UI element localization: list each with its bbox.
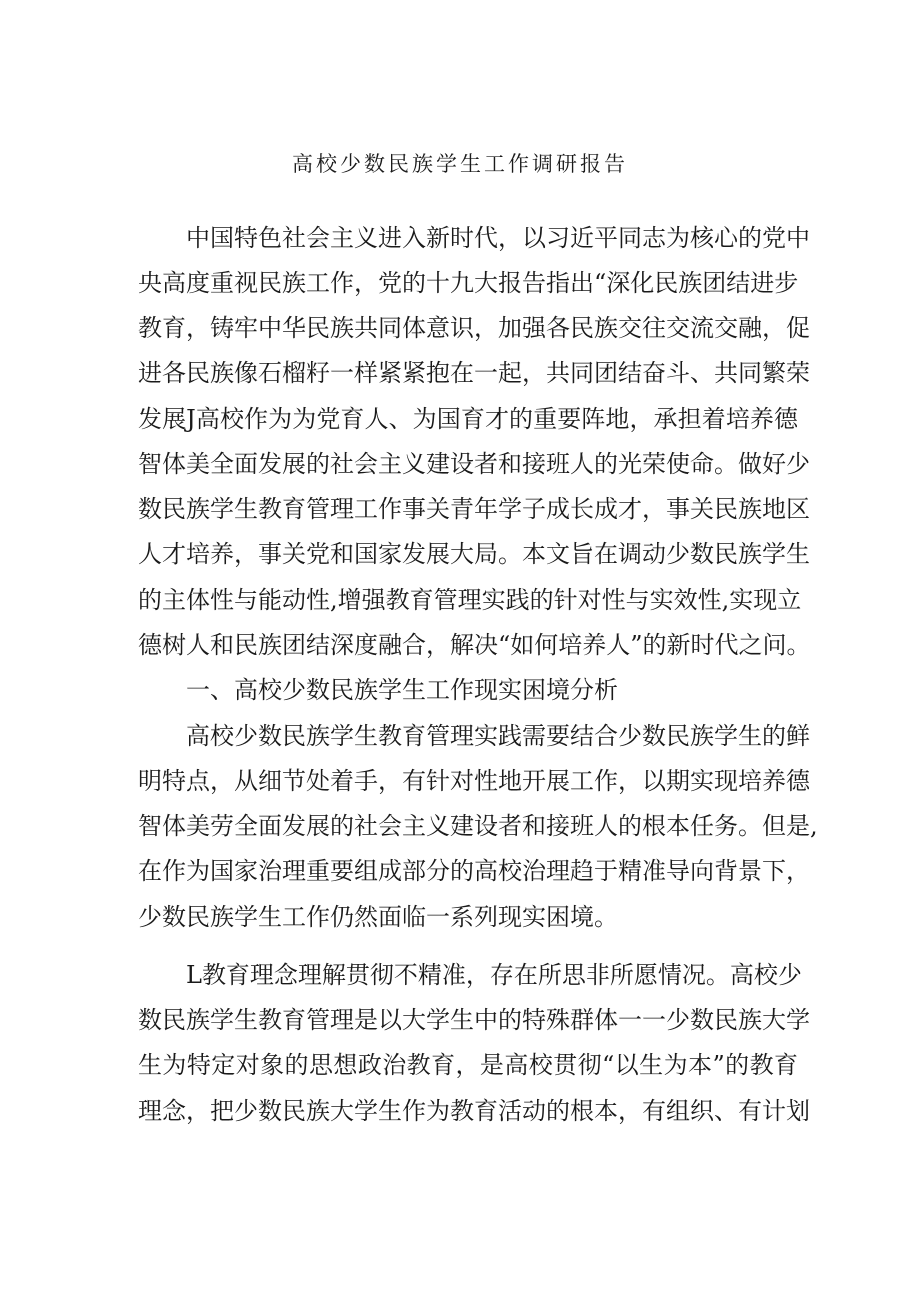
paragraph-line: 发展J高校作为为党育人、为国育才的重要阵地，承担着培养德: [138, 405, 798, 433]
paragraph-line: 的主体性与能动性,增强教育管理实践的针对性与实效性,实现立: [138, 586, 802, 614]
paragraph-line: 少数民族学生工作仍然面临一系列现实困境。: [138, 903, 618, 931]
paragraph-line: 德树人和民族团结深度融合，解决“如何培养人”的新时代之问。: [138, 631, 811, 659]
paragraph-line: 数民族学生教育管理是以大学生中的特殊群体一一少数民族大学: [138, 1006, 810, 1034]
paragraph-line: 数民族学生教育管理工作事关青年学子成长成才，事关民族地区: [138, 495, 810, 523]
paragraph-line: 生为特定对象的思想政治教育，是高校贯彻“以生为本”的教育: [138, 1051, 798, 1079]
paragraph-line: 智体美全面发展的社会主义建设者和接班人的光荣使命。做好少: [138, 450, 810, 478]
paragraph-line: 在作为国家治理重要组成部分的高校治理趋于精准导向背景下，: [138, 857, 810, 885]
paragraph-line: 明特点，从细节处着手，有针对性地开展工作，以期实现培养德: [138, 767, 810, 795]
paragraph-line: 人才培养，事关党和国家发展大局。本文旨在调动少数民族学生: [138, 540, 810, 568]
paragraph-line: 教育，铸牢中华民族共同体意识，加强各民族交往交流交融，促: [138, 314, 810, 342]
paragraph-line: 高校少数民族学生教育管理实践需要结合少数民族学生的鲜: [186, 722, 810, 750]
paragraph-line: 央高度重视民族工作，党的十九大报告指出“深化民族团结进步: [138, 269, 799, 297]
paragraph-line: 智体美劳全面发展的社会主义建设者和接班人的根本任务。但是,: [138, 812, 818, 840]
paragraph-line: 中国特色社会主义进入新时代，以习近平同志为核心的党中: [186, 224, 810, 252]
paragraph-line: 理念，把少数民族大学生作为教育活动的根本，有组织、有计划: [138, 1097, 810, 1125]
section-heading: 一、高校少数民族学生工作现实困境分析: [186, 676, 618, 704]
paragraph-line: L教育理念理解贯彻不精准，存在所思非所愿情况。高校少: [186, 961, 802, 989]
document-title: 高校少数民族学生工作调研报告: [292, 152, 628, 176]
paragraph-line: 进各民族像石榴籽一样紧紧抱在一起，共同团结奋斗、共同繁荣: [138, 359, 810, 387]
